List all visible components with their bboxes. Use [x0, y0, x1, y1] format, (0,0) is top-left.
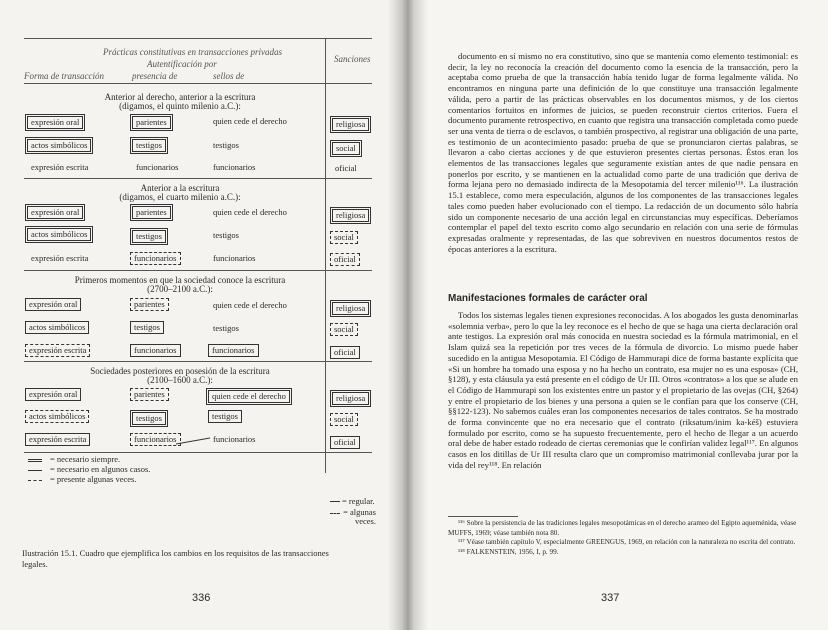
cell-funcionarios: funcionarios	[130, 433, 181, 446]
cell-funcionarios: funcionarios	[136, 162, 179, 172]
cell-expresion-oral: expresión oral	[25, 114, 85, 131]
cell-parientes: parientes	[130, 388, 169, 401]
header-col2-title: Prácticas constitutivas en transacciones privadas	[103, 47, 282, 57]
legend-solid-line	[330, 501, 340, 502]
section-rule	[24, 178, 372, 179]
cell-escrita: expresión escrita	[25, 433, 90, 446]
cell-testigos-sello: testigos	[213, 140, 239, 150]
section-subtitle: (2100–1600 a.C.):	[147, 375, 213, 385]
cell-testigos-sello: testigos	[213, 323, 239, 333]
cell-actos: actos simbólicos	[25, 137, 93, 154]
legend-item: = necesario siempre.	[50, 454, 121, 464]
header-col3: Sanciones	[334, 54, 371, 64]
legend-dashed-line	[28, 480, 42, 481]
paragraph-text: Todos los sistemas legales tienen expresiones reconocidas. A los abogados les gusta denominarlas «solemnia verba», pero lo que la ley reconoce es el hecho de que se haga una cierta declaración oral ante testigos. La expresión oral más conocida en nuestra sociedad es la fórmula matrimonial, en el Islam quizá sea la repetición por tres veces de la fórmula de divorcio. Lo mismo puede haber sucedido en la antigua Mesopotamia. El Código de Hammurapi dice de forma bastante explícita que «Si un hombre ha tomado una esposa y no ha hecho un contrato, esa mujer no es una esposa» (CH, §128), y esta cláusula ya está presente en el código de Ur III. Otros «contratos» a los que se alude en el Código de Hammurapi son los existentes entre un pastor y el propietario de las ovejas (CH, §264) y entre el propietario de los bienes y una persona a quien se le confían para que los conserve (CH, §§122-123). No sabemos cuáles eran los componentes necesarios de tales contratos. Se ha mostrado de forma convincente que no era necesario que el contrato (riksatum/inim ka-kéš) estuviera formulado por escrito, como se ha supuesto frecuentemente, pero el hecho de llegar a un acuerdo oral debe de haber estado rodeado de ciertas ceremonias que le confirían validez legal¹¹⁷. En algunos casos en los ditillas de Ur III resulta claro que un compromiso matrimonial conllevaba jurar por la vida del rey¹¹⁸. En relación	[448, 310, 798, 470]
legend-item: = regular.	[342, 496, 375, 506]
cell-actos: actos simbólicos	[25, 226, 93, 243]
cell-escrita: expresión escrita	[25, 344, 90, 357]
cell-parientes: parientes	[130, 204, 173, 221]
connector-line	[176, 436, 212, 446]
cell-sancion: social	[330, 231, 358, 244]
header-col2b: sellos de	[213, 71, 245, 81]
header-rule	[24, 83, 372, 84]
cell-sancion: oficial	[330, 346, 360, 359]
footnote: ¹¹⁷ Véase también capítulo V, especialmente GREENGUS, 1969, en relación con la naturaleza no escrita del contrato.	[458, 538, 796, 546]
cell-funcionarios: funcionarios	[130, 344, 181, 357]
body-paragraph-2	[448, 310, 798, 471]
cell-sancion: oficial	[330, 436, 360, 449]
cell-expresion-oral: expresión oral	[25, 388, 81, 401]
section-subtitle: (digamos, el quinto milenio a.C.):	[119, 101, 241, 111]
cell-sancion: religiosa	[330, 390, 371, 407]
section-subtitle: (2700–2100 a.C.):	[147, 284, 213, 294]
footnote: ¹¹⁸ FALKENSTEIN, 1956, I, p. 99.	[458, 547, 559, 556]
cell-expresion-oral: expresión oral	[25, 298, 81, 311]
cell-cede: quien cede el derecho	[213, 207, 287, 217]
cell-sancion: social	[330, 323, 358, 336]
cell-actos: actos simbólicos	[25, 321, 89, 334]
table-top-rule	[24, 38, 372, 39]
header-col2a: presencia de	[132, 71, 178, 81]
cell-funcionarios-sello: funcionarios	[213, 162, 256, 172]
cell-sancion: social	[330, 413, 358, 426]
cell-funcionarios-sello: funcionarios	[208, 344, 259, 357]
header-col2-sub: Autentificación por	[147, 59, 217, 69]
legend-dashed-line	[330, 513, 340, 514]
legend-double-line	[28, 459, 42, 462]
paragraph-text: documento en sí mismo no era constitutivo, sino que se mantenía como elemento testimonial: es decir, la ley no reconocía la creación del documento como la esencia de la transacción, pero la aceptaba como prueba de que la transacción había tenido lugar de forma legalmente válida. No encontramos en ninguna parte una definición de lo que constituye una transacción legalmente válida, pero a partir de las prácticas observables en los documentos mismos, y de los ciertos comentarios fortuitos en informes de juicios, se pueden reconstruir ciertos criterios. Fuera el documento puramente retrospectivo, en cuanto que registra una transacción completada como puede ser una venta de tierra o de esclavos, o también prospectivo, al registrar una obligación de una parte, es testimonio de un acontecimiento pasado: prueba de que se pronunciaron ciertas palabras, se llevaron a cabo ciertas acciones y de que estuvieron presentes ciertas personas. Éstos eran los elementos de las transacciones legales que seguramente existían antes de que nadie pensara en ponerlos por escrito, y se mantienen en la actualidad como parte de una tradición que deriva de forma lejana pero no demasiado indirecta de la Mesopotamia del tercer milenio¹¹⁶. La ilustración 15.1 establece, como mera especulación, algunos de los componentes de las transacciones legales tales como pueden haber evolucionado con el tiempo. La redacción de un documento sólo habría sido un componente necesario de una acción legal en circunstancias muy específicas. Deberíamos contemplar el papel del texto escrito como algo secundario en relación con una serie de fórmulas expresadas oralmente y representadas, de las que sobreviven en nuestros documentos restos de épocas anteriores a la escritura.	[448, 51, 798, 254]
cell-cede: quien cede el derecho	[213, 116, 287, 126]
cell-sancion: oficial	[335, 163, 357, 173]
footnote: ¹¹⁶ Sobre la persistencia de las tradiciones legales mesopotámicas en el derecho arameo del Egipto aqueménida, véase MUFFS, 1969; véase también nota 80.	[448, 519, 797, 537]
cell-actos: actos simbólicos	[25, 410, 89, 423]
cell-testigos-sello: testigos	[213, 230, 239, 240]
cell-cede: quien cede el derecho	[213, 300, 287, 310]
cell-parientes: parientes	[130, 298, 169, 311]
cell-funcionarios-sello: funcionarios	[213, 434, 256, 444]
section-subtitle: (digamos, el cuarto milenio a.C.):	[119, 192, 241, 202]
header-col1: Forma de transacción	[24, 71, 104, 81]
book-gutter	[388, 0, 428, 630]
cell-expresion-oral: expresión oral	[25, 204, 85, 221]
cell-sancion: oficial	[330, 253, 360, 266]
footnotes	[448, 519, 798, 557]
section-title: Anterior a la escritura	[140, 183, 220, 193]
figure-caption: Ilustración 15.1. Cuadro que ejemplifica los cambios en los requisitos de las transacciones legales.	[22, 548, 329, 569]
cell-testigos: testigos	[130, 137, 168, 154]
cell-sancion: religiosa	[330, 300, 371, 317]
page-number-left: 336	[192, 592, 211, 604]
cell-escrita: expresión escrita	[31, 253, 89, 263]
cell-sancion: religiosa	[330, 207, 371, 224]
section-title: Primeros momentos en que la sociedad conoce la escritura	[74, 275, 286, 285]
section-title: Anterior al derecho, anterior a la escritura	[104, 92, 256, 102]
cell-sancion: religiosa	[330, 116, 371, 133]
section-heading: Manifestaciones formales de carácter oral	[448, 293, 648, 304]
cell-escrita: expresión escrita	[31, 162, 89, 172]
section-title: Sociedades posteriores en posesión de la escritura	[90, 366, 270, 376]
cell-funcionarios-sello: funcionarios	[213, 253, 256, 263]
legend-solid-line	[28, 470, 42, 471]
section-rule	[24, 361, 372, 362]
cell-parientes: parientes	[130, 114, 173, 131]
page-number-right: 337	[601, 592, 620, 604]
cell-testigos: testigos	[130, 321, 164, 334]
body-paragraph-1	[448, 51, 798, 254]
cell-cede: quien cede el derecho	[206, 388, 292, 405]
legend-item: = algunas veces.	[343, 507, 376, 526]
cell-sancion: social	[330, 140, 362, 157]
cell-testigos: testigos	[130, 228, 168, 245]
legend-item: = presente algunas veces.	[50, 474, 137, 484]
legend-item: = necesario en algunos casos.	[50, 464, 151, 474]
cell-testigos-sello: testigos	[208, 410, 242, 423]
section-rule	[24, 270, 372, 271]
table-bottom-rule	[24, 452, 372, 453]
cell-testigos: testigos	[130, 410, 168, 427]
cell-funcionarios: funcionarios	[130, 252, 181, 265]
footnote-rule	[448, 516, 518, 517]
